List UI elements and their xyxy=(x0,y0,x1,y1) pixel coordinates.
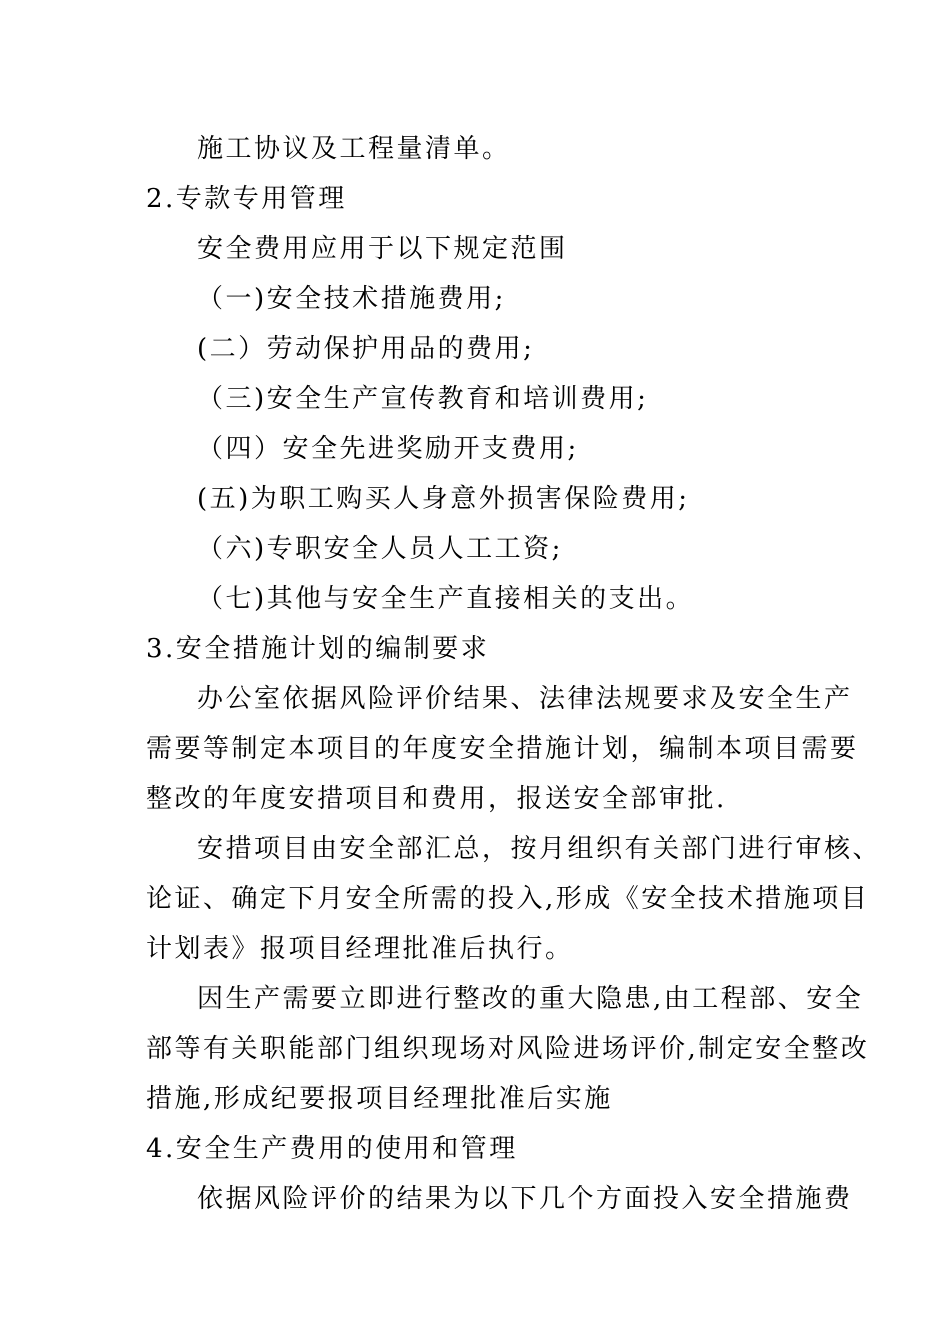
section-heading: 3.安全措施计划的编制要求 xyxy=(146,634,490,664)
text-line: 安措项目由安全部汇总，按月组织有关部门进行审核、 xyxy=(197,834,882,864)
text-line: 办公室依据风险评价结果、法律法规要求及安全生产 xyxy=(197,684,853,714)
text-line: 施工协议及工程量清单。 xyxy=(197,134,511,164)
list-item: (二）劳动保护用品的费用; xyxy=(197,334,535,364)
text-line: 整改的年度安措项目和费用，报送安全部审批. xyxy=(146,784,727,814)
section-heading: 4.安全生产费用的使用和管理 xyxy=(146,1134,518,1164)
text-line: 论证、确定下月安全所需的投入,形成《安全技术措施项目 xyxy=(146,884,870,914)
text-line: 安全费用应用于以下规定范围 xyxy=(197,234,568,264)
text-line: 依据风险评价的结果为以下几个方面投入安全措施费 xyxy=(197,1184,853,1214)
list-item: （三)安全生产宣传教育和培训费用; xyxy=(197,384,649,414)
text-line: 部等有关职能部门组织现场对风险进场评价,制定安全整改 xyxy=(146,1034,870,1064)
list-item: （七)其他与安全生产直接相关的支出。 xyxy=(197,584,695,614)
list-item: （四）安全先进奖励开支费用; xyxy=(197,434,579,464)
text-line: 计划表》报项目经理批准后执行。 xyxy=(146,934,574,964)
list-item: （六)专职安全人员人工工资; xyxy=(197,534,563,564)
section-heading: 2.专款专用管理 xyxy=(146,184,347,214)
text-line: 措施,形成纪要报项目经理批准后实施 xyxy=(146,1084,613,1114)
text-line: 因生产需要立即进行整改的重大隐患,由工程部、安全 xyxy=(197,984,864,1014)
text-line: 需要等制定本项目的年度安全措施计划，编制本项目需要 xyxy=(146,734,859,764)
list-item: （一)安全技术措施费用; xyxy=(197,284,506,314)
list-item: (五)为职工购买人身意外损害保险费用; xyxy=(197,484,690,514)
